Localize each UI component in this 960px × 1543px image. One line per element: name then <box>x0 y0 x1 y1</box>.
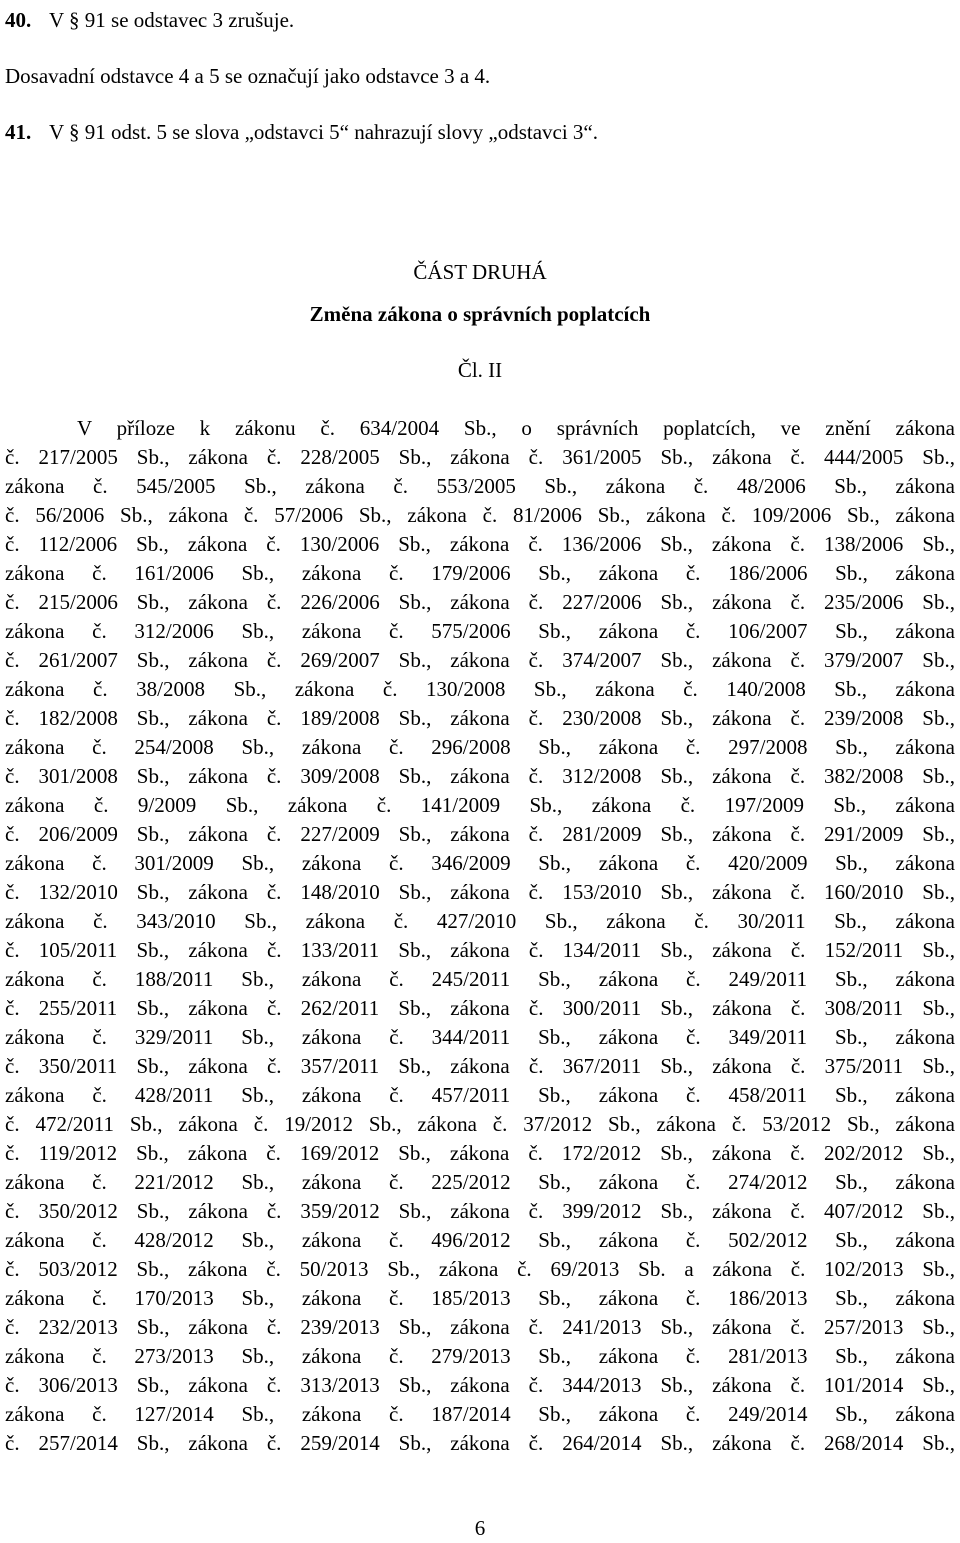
body-line: zákona č. 343/2010 Sb., zákona č. 427/2010 Sb., zákona č. 30/2011 Sb., zákona <box>5 909 955 933</box>
body-line: č. 472/2011 Sb., zákona č. 19/2012 Sb., zákona č. 37/2012 Sb., zákona č. 53/2012 Sb., zákona <box>5 1112 955 1136</box>
body-line: zákona č. 428/2012 Sb., zákona č. 496/2012 Sb., zákona č. 502/2012 Sb., zákona <box>5 1228 955 1252</box>
body-line: č. 232/2013 Sb., zákona č. 239/2013 Sb., zákona č. 241/2013 Sb., zákona č. 257/2013 Sb., <box>5 1315 955 1339</box>
body-line: zákona č. 188/2011 Sb., zákona č. 245/2011 Sb., zákona č. 249/2011 Sb., zákona <box>5 967 955 991</box>
point-text: V § 91 odst. 5 se slova „odstavci 5“ nahrazují slovy „odstavci 3“. <box>49 120 598 144</box>
body-line: zákona č. 301/2009 Sb., zákona č. 346/2009 Sb., zákona č. 420/2009 Sb., zákona <box>5 851 955 875</box>
body-line: č. 350/2011 Sb., zákona č. 357/2011 Sb., zákona č. 367/2011 Sb., zákona č. 375/2011 Sb., <box>5 1054 955 1078</box>
body-line: č. 112/2006 Sb., zákona č. 130/2006 Sb., zákona č. 136/2006 Sb., zákona č. 138/2006 Sb., <box>5 532 955 556</box>
amendment-point-41 <box>5 118 598 147</box>
body-line: č. 105/2011 Sb., zákona č. 133/2011 Sb., zákona č. 134/2011 Sb., zákona č. 152/2011 Sb., <box>5 938 955 962</box>
body-line: zákona č. 221/2012 Sb., zákona č. 225/2012 Sb., zákona č. 274/2012 Sb., zákona <box>5 1170 955 1194</box>
body-line: zákona č. 545/2005 Sb., zákona č. 553/2005 Sb., zákona č. 48/2006 Sb., zákona <box>5 474 955 498</box>
body-line: č. 132/2010 Sb., zákona č. 148/2010 Sb., zákona č. 153/2010 Sb., zákona č. 160/2010 Sb., <box>5 880 955 904</box>
part-title: Změna zákona o správních poplatcích <box>309 302 651 326</box>
body-line: zákona č. 312/2006 Sb., zákona č. 575/2006 Sb., zákona č. 106/2007 Sb., zákona <box>5 619 955 643</box>
point-text: V § 91 se odstavec 3 zrušuje. <box>49 8 295 32</box>
body-line: č. 215/2006 Sb., zákona č. 226/2006 Sb., zákona č. 227/2006 Sb., zákona č. 235/2006 Sb., <box>5 590 955 614</box>
renumbering-note <box>5 62 490 91</box>
point-number: 40. <box>5 8 32 32</box>
body-line: č. 217/2005 Sb., zákona č. 228/2005 Sb., zákona č. 361/2005 Sb., zákona č. 444/2005 Sb., <box>5 445 955 469</box>
body-line: zákona č. 329/2011 Sb., zákona č. 344/2011 Sb., zákona č. 349/2011 Sb., zákona <box>5 1025 955 1049</box>
body-line: č. 56/2006 Sb., zákona č. 57/2006 Sb., zákona č. 81/2006 Sb., zákona č. 109/2006 Sb., zákona <box>5 503 955 527</box>
body-line: č. 503/2012 Sb., zákona č. 50/2013 Sb., zákona č. 69/2013 Sb. a zákona č. 102/2013 Sb., <box>5 1257 955 1281</box>
body-line: č. 255/2011 Sb., zákona č. 262/2011 Sb., zákona č. 300/2011 Sb., zákona č. 308/2011 Sb., <box>5 996 955 1020</box>
body-line: č. 261/2007 Sb., zákona č. 269/2007 Sb., zákona č. 374/2007 Sb., zákona č. 379/2007 Sb., <box>5 648 955 672</box>
article-heading: Čl. II <box>457 358 503 382</box>
note-text: Dosavadní odstavce 4 a 5 se označují jako odstavce 3 a 4. <box>5 64 491 88</box>
body-line: č. 119/2012 Sb., zákona č. 169/2012 Sb., zákona č. 172/2012 Sb., zákona č. 202/2012 Sb., <box>5 1141 955 1165</box>
body-line: zákona č. 9/2009 Sb., zákona č. 141/2009 Sb., zákona č. 197/2009 Sb., zákona <box>5 793 955 817</box>
page-number: 6 <box>474 1516 486 1540</box>
body-line: zákona č. 273/2013 Sb., zákona č. 279/2013 Sb., zákona č. 281/2013 Sb., zákona <box>5 1344 955 1368</box>
body-line: V příloze k zákonu č. 634/2004 Sb., o správních poplatcích, ve znění zákona <box>77 416 955 440</box>
body-line: zákona č. 428/2011 Sb., zákona č. 457/2011 Sb., zákona č. 458/2011 Sb., zákona <box>5 1083 955 1107</box>
body-line: č. 350/2012 Sb., zákona č. 359/2012 Sb., zákona č. 399/2012 Sb., zákona č. 407/2012 Sb., <box>5 1199 955 1223</box>
body-line: č. 182/2008 Sb., zákona č. 189/2008 Sb., zákona č. 230/2008 Sb., zákona č. 239/2008 Sb., <box>5 706 955 730</box>
part-heading: ČÁST DRUHÁ <box>413 260 547 284</box>
body-line: zákona č. 38/2008 Sb., zákona č. 130/2008 Sb., zákona č. 140/2008 Sb., zákona <box>5 677 955 701</box>
article-body <box>5 414 955 1458</box>
body-line: zákona č. 161/2006 Sb., zákona č. 179/2006 Sb., zákona č. 186/2006 Sb., zákona <box>5 561 955 585</box>
body-line: č. 257/2014 Sb., zákona č. 259/2014 Sb., zákona č. 264/2014 Sb., zákona č. 268/2014 Sb., <box>5 1431 955 1455</box>
body-line: zákona č. 170/2013 Sb., zákona č. 185/2013 Sb., zákona č. 186/2013 Sb., zákona <box>5 1286 955 1310</box>
body-line: č. 306/2013 Sb., zákona č. 313/2013 Sb., zákona č. 344/2013 Sb., zákona č. 101/2014 Sb., <box>5 1373 955 1397</box>
body-line: č. 206/2009 Sb., zákona č. 227/2009 Sb., zákona č. 281/2009 Sb., zákona č. 291/2009 Sb., <box>5 822 955 846</box>
body-line: zákona č. 127/2014 Sb., zákona č. 187/2014 Sb., zákona č. 249/2014 Sb., zákona <box>5 1402 955 1426</box>
body-line: zákona č. 254/2008 Sb., zákona č. 296/2008 Sb., zákona č. 297/2008 Sb., zákona <box>5 735 955 759</box>
point-number: 41. <box>5 120 32 144</box>
amendment-point-40 <box>5 6 294 35</box>
body-line: č. 301/2008 Sb., zákona č. 309/2008 Sb., zákona č. 312/2008 Sb., zákona č. 382/2008 Sb., <box>5 764 955 788</box>
